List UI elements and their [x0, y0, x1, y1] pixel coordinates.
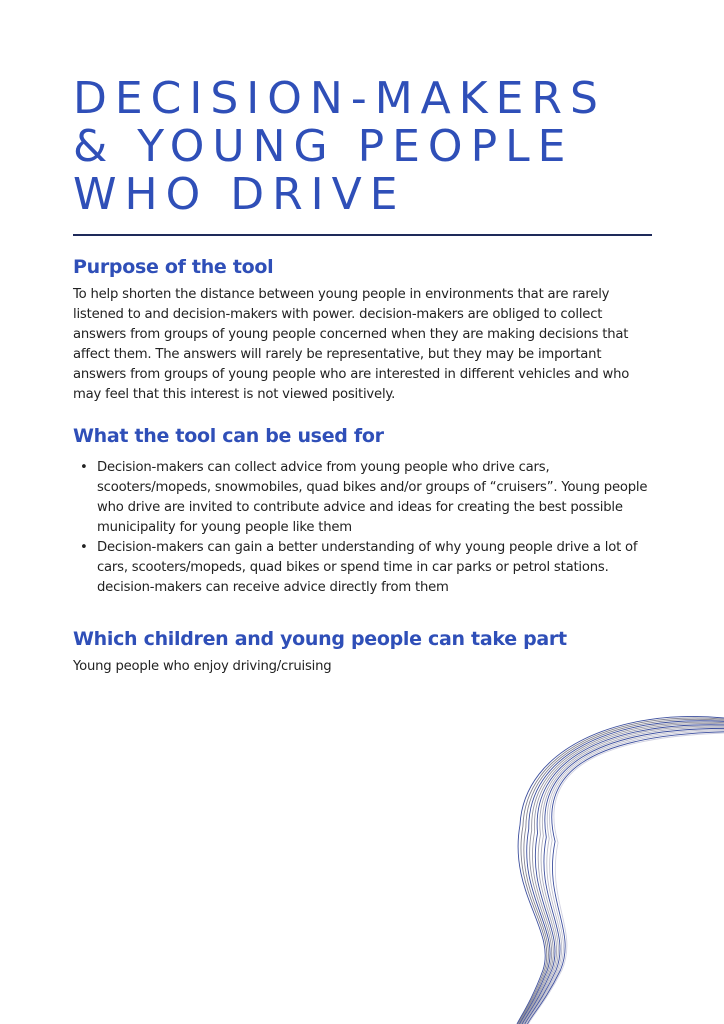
decorative-wave-lines	[480, 700, 724, 1024]
title-line-2: & YOUNG PEOPLE	[73, 121, 574, 172]
title-line-1: DECISION-MAKERS	[73, 73, 606, 124]
purpose-heading: Purpose of the tool	[73, 256, 274, 278]
list-item	[80, 458, 653, 538]
participants-section	[73, 627, 653, 677]
participants-body: Young people who enjoy driving/cruising	[73, 659, 332, 674]
uses-section	[73, 424, 653, 598]
uses-list	[73, 458, 653, 598]
uses-heading: What the tool can be used for	[73, 425, 384, 447]
purpose-body: To help shorten the distance between young people in environments that are rarely listened to and decision-makers with power. decision-makers are obliged to collect answers from groups of young people concerned when they are making decisions that affect them. The answers will rarely be representative, but they may be important answers from groups of young people who are interested in different vehicles and who may feel that this interest is not viewed positively.	[73, 287, 630, 402]
bullet-icon: •	[80, 540, 88, 555]
bullet-icon: •	[80, 460, 88, 475]
list-item	[80, 538, 653, 598]
uses-item-2-text: Decision-makers can gain a better understanding of why young people drive a lot of cars, scooters/mopeds, quad bikes or spend time in car parks or petrol stations. decision-makers can receive advice directly from them	[97, 540, 638, 595]
page-title	[73, 75, 653, 219]
wave-line	[525, 728, 724, 1024]
participants-heading: Which children and young people can take part	[73, 628, 567, 650]
title-line-3: WHO DRIVE	[73, 169, 406, 220]
purpose-section	[73, 255, 653, 405]
uses-item-1-text: Decision-makers can collect advice from young people who drive cars, scooters/mopeds, snowmobiles, quad bikes and/or groups of “cruisers”. Young people who drive are invited to contribute advice and ideas for creating the best possible municipality for young people like them	[97, 460, 648, 535]
title-divider	[73, 234, 652, 236]
